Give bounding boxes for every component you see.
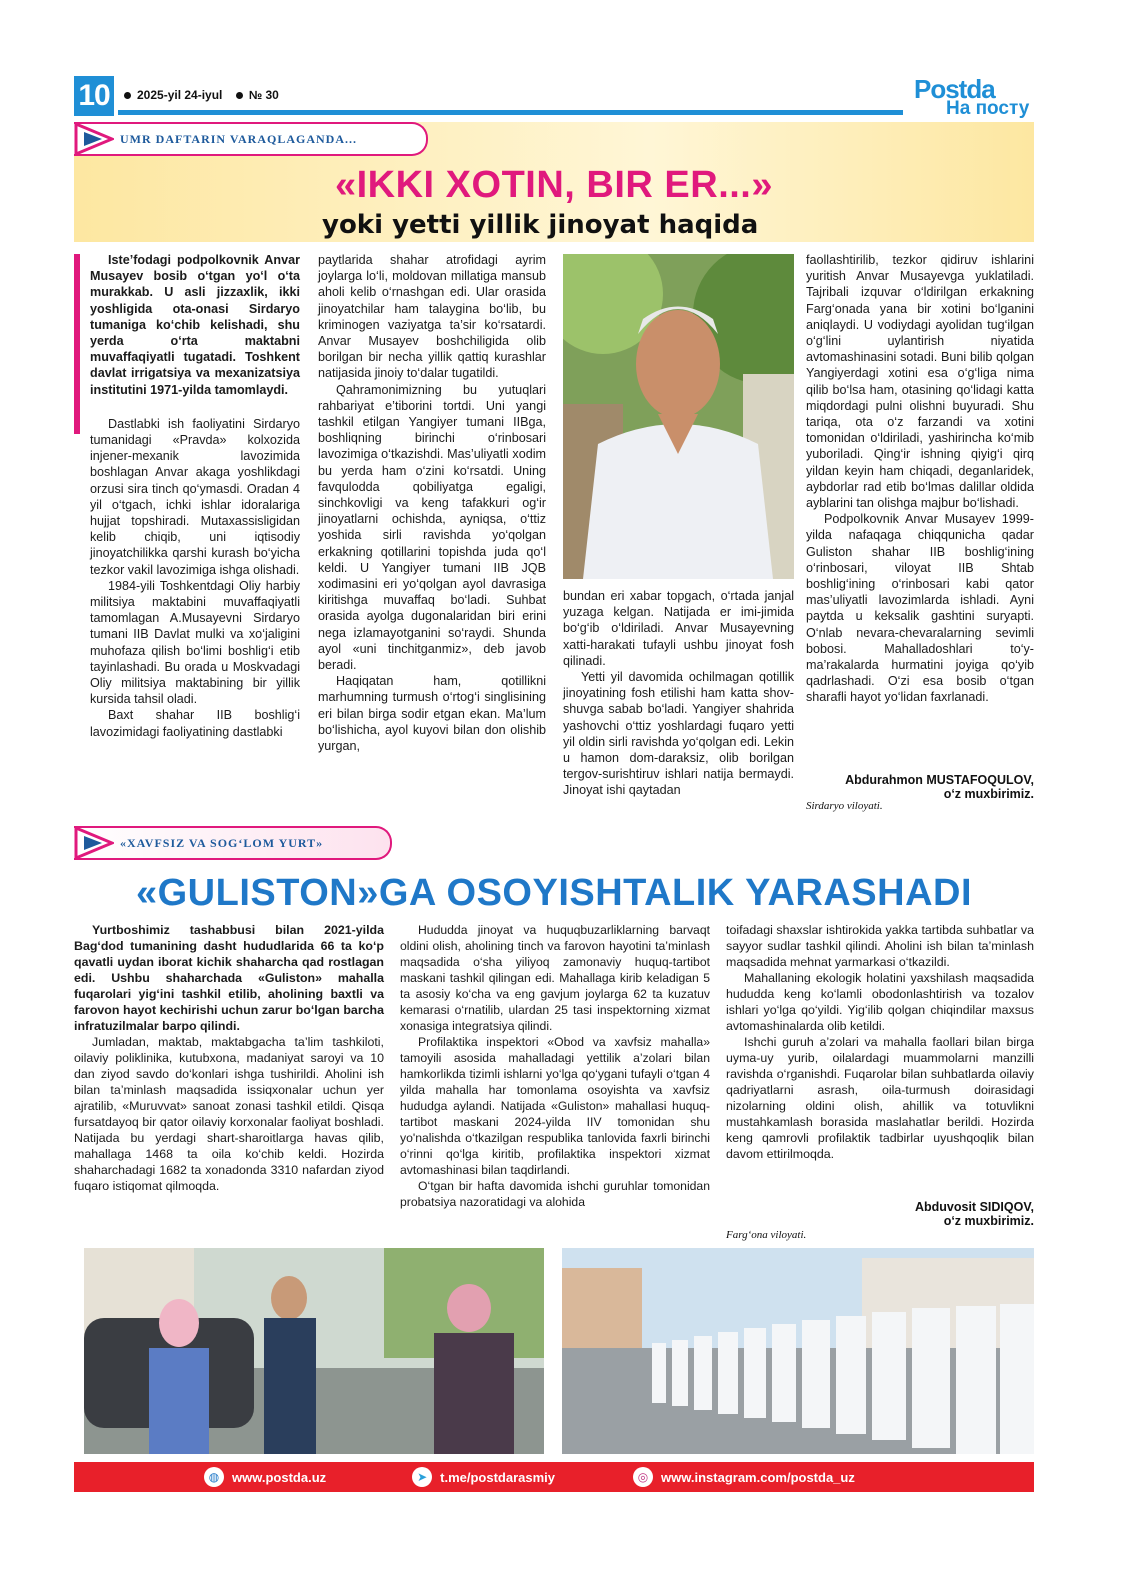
- paragraph: Hududda jinoyat va huquqbuzarliklarning barvaqt oldini olish, aholining tinch va farovon hayotini ta’minlash maqsadida o‘sha yiliyoq zamonaviy huquq-tartibot maskani tashkil qilingan edi. Mahallaga kirib keladigan 5 ta asosiy ko‘cha va eng gavjum joylarga 62 ta kuzatuv kemarasi o‘rnatilib, ulardan 25 tasi inspektorning xizmat xonasiga integratsiya qilindi.: [400, 923, 710, 1033]
- paragraph: Podpolkovnik Anvar Musayev 1999-yilda nafaqaga chiqqunicha qadar Guliston shahar IIB boshlig‘ining o‘rinbosari, viloyat IIB Shtab boshlig‘ining o‘rinbosari kabi qator mas’uliyatli lavozimlarda ishladi. Ayni paytda u keksalik gashtini suryapti. O‘nlab nevara-chevaralarning sevimli bobosi. Mahalladoshlari to‘y-ma’rakalarda hurmatini joyiga qo‘yib qadrlashadi. O‘zi esa bosib o‘tgan sharafli hayot yo‘lidan faxrlanadi.: [806, 512, 1034, 705]
- logo-postda: Postda: [914, 74, 995, 104]
- article-column-2: [400, 922, 710, 1210]
- residents-photo: [84, 1248, 544, 1454]
- footer-website-link[interactable]: [204, 1467, 326, 1487]
- rubric-triangle-icon: [74, 122, 114, 156]
- footer-telegram-link[interactable]: [412, 1467, 555, 1487]
- issue-date: 2025-yil 24-iyul: [137, 88, 223, 102]
- paragraph: Dastlabki ish faoliyatini Sirdaryo tumanidagi «Pravda» kolxozida injener-mexanik lavozimida boshlagan Anvar akaga yoshlikdagi orzusi sira tinch qo‘ymasdi. Oradan 4 yil o‘tgach, ichki ishlar idoralariga hujjat topshiradi. Mutaxassisligidan kelib chiqib, uni iqtisodiy jinoyatchilikka qarshi kurash bo‘yicha tezkor vakil lavozimiga ishga olishadi.: [90, 416, 300, 577]
- paragraph: paytlarida shahar atrofidagi ayrim joylarga lo‘li, moldovan millatiga mansub aholi kelib o‘rnashgan edi. Ular orasida jinoyatchilar ham talaygina bo‘lib, bu kriminogen vaziyatga ta’sir ko‘rsatardi. Anvar Musayev boshchiligida olib borilgan bir necha yillik qattiq kurashlar natijasida jinoiy to‘dalar tugatildi.: [318, 253, 546, 381]
- portrait-photo-illustration: [563, 254, 794, 579]
- bullet-icon: [236, 92, 243, 99]
- portrait-photo: [563, 254, 794, 579]
- logo-na-postu: На посту: [946, 98, 1030, 119]
- paragraph: O‘tgan bir hafta davomida ishchi guruhlar tomonidan probatsiya nazoratidagi va alohida: [400, 1179, 710, 1209]
- article-column-1: [90, 252, 300, 740]
- paragraph: Ishchi guruh a’zolari va mahalla faollari bilan birga uyma-uy yurib, oilalardagi muammolarni manzilli ravishda o‘rganishdi. Fuqarolar bilan suhbatlarda oilaviy qadriyatlarni asrash, oila-turmush doirasidagi nizolarning oldini olish, ahillik va totuvlikni mustahkamlash borasida maslahatlar berildi. Hozirda keng qamrovli profilaktik tadbirlar uyushqoqlik bilan davom ettirilmoqda.: [726, 1035, 1034, 1161]
- paragraph: bundan eri xabar topgach, o‘rtada janjal yuzaga kelgan. Natijada er imi-jimida bo‘g‘ib o‘ldiriladi. Anvar Musayevning xatti-harakati tufayli ushbu jinoyat fosh qilinadi.: [563, 589, 794, 668]
- globe-icon: ◍: [204, 1467, 224, 1487]
- website-text: www.postda.uz: [232, 1469, 327, 1485]
- lead-accent-bar: [74, 254, 80, 434]
- article-lead: Iste’fodagi podpolkovnik Anvar Musayev bosib o‘tgan yo‘l o‘ta murakkab. U asli jizzaxlik, ikki yoshligida ota-onasi Sirdaryo tumaniga ko‘chib kelishadi, shu yerda o‘rta maktabni muvaffaqiyatli tugatadi. Toshkent davlat irrigatsiya va mexanizatsiya institutini 1971-yilda tamomlaydi.: [90, 253, 300, 397]
- paragraph: faollashtirilib, tezkor qidiruv ishlarini yuritish Anvar Musayevga yuklatiladi. Tajribali izquvar o‘ldirilgan erkakning Farg‘onada yana bir xotini bo‘lganini aniqlaydi. U vodiydagi ayolidan tug‘ilgan o‘g‘lini uylantirish niyatida avtomashinasini sotadi. Buni bilib qolgan Yangiyerdagi xotini esa o‘g‘liga nima qilib bo‘lsa ham, otasining qo‘lidagi katta miqdordagi pulni olishni buyuradi. Shu tariqa, ota o‘z farzandi va xotini tomonidan o‘ldiriladi, yashirincha ko‘mib yuboriladi. Qing‘ir ishning qiyig‘i qirq yildan keyin ham chiqadi, deganlaridek, aybdorlar rad etib bo‘lmas dalillar oldida ayblarini tan olishga majbur bo‘lishadi.: [806, 253, 1034, 511]
- article-column-4: [806, 252, 1034, 706]
- rubric-label: [74, 122, 428, 156]
- paragraph: Yetti yil davomida ochilmagan qotillik jinoyatining fosh etilishi ham katta shov-shuvga sabab bo‘ladi. Yangiyer shahrida yashovchi o‘ttiz yoshlardagi fuqaro yetti yil oldin sirli ravishda yo‘qolgan edi. Lekin u hamon dom-daraksiz, olib borilgan tergov-surishtiruv ishlari natija bermaydi. Jinoyat ishi qaytadan: [563, 670, 794, 798]
- dateline: Farg‘ona viloyati.: [726, 1229, 807, 1241]
- paragraph: Qahramonimizning bu yutuqlari rahbariyat e’tiborini tortdi. Uni yangi tashkil etilgan Yangiyer tumani IIBga, boshliqning birinchi o‘rinbosari lavozimiga o‘tkazishdi. Mas’uliyatli xodim bu yerda ham o‘zini ko‘rsatdi. Uning favqulodda qobiliyatga egaligi, sinchkovligi va keng tafakkuri og‘ir jinoyatlarni ochishda, ayniqsa, o‘ttiz yoshida sirli ravishda yo‘qolgan erkakning qotillarini topishda juda qo‘l keldi. U Yangiyer tumani IIB JQB xodimasini eri yo‘qolgan ayol davrasiga kiritishga muvaffaq bo‘ladi. Suhbat orasida ayolga dugonalaridan biri erini nega izlamayotganini so‘raydi. Shunda ayol «uni tinchitganmiz», deb javob beradi.: [318, 382, 546, 673]
- article-subtitle: yoki yetti yillik jinoyat haqida: [322, 210, 759, 240]
- author-name: Abdurahmon MUSTAFOQULOV,: [845, 773, 1034, 787]
- footer-instagram-link[interactable]: [633, 1467, 855, 1487]
- article-lead: Yurtboshimiz tashabbusi bilan 2021-yilda Bag‘dod tumanining dasht hududlarida 66 ta ko‘p qavatli uydan iborat kichik shaharcha qad rostlagan edi. Ushbu shaharchada «Guliston» mahalla fuqarolari yig‘ini tashkil etilib, aholining baxtli va farovon hayot kechirishi uchun zarur bo‘lgan barcha infratuzilmalar barpo qilindi.: [74, 923, 384, 1033]
- telegram-icon: ➤: [412, 1467, 432, 1487]
- author-signature: [806, 773, 1034, 801]
- paragraph: Profilaktika inspektori «Obod va xavfsiz mahalla» tamoyili asosida mahalladagi yettilik a’zolari bilan hamkorlikda tizimli ishlarni yo‘lga qo‘ygani tufayli o‘tgan 4 yilda mahalla har tomonlama osoyishta va xavfsiz hududga aylandi. Natijada «Guliston» mahallasi huquq-tartibot maskani 2024-yilda IIV tomonidan shu yo'nalishda o‘tkazilgan respublika tanlovida faxrli birinchi o‘rinni qo‘lga kiritib, profilaktika inspektori xizmat avtomashinasi bilan taqdirlandi.: [400, 1035, 710, 1177]
- page-number: 10: [74, 76, 114, 116]
- residents-photo-illustration: [84, 1248, 544, 1454]
- issue-number: № 30: [248, 88, 279, 102]
- rubric-triangle-icon: [74, 826, 114, 860]
- paragraph: Jumladan, maktab, maktabgacha ta’lim tashkiloti, oilaviy poliklinika, kutubxona, madaniyat saroyi va 10 dan ziyod savdo do‘konlari ishga tushirildi. Aholini ish bilan ta’minlash maqsadida issiqxonalar uchun yer ajratilib, «Muruvvat» sanoat zonasi tashkil etildi. Qisqa fursatdayoq bir qator oilaviy korxonalar faoliyat boshladi. Natijada bu yerdagi shart-sharoitlarga havas qilib, mahallaga 1468 ta oila ko‘chib keldi. Hozirda shaharchadagi 1682 ta xonadonda 3310 nafardan ziyod fuqaro istiqomat qilmoqda.: [74, 1035, 384, 1193]
- footer-bar: [74, 1462, 1034, 1492]
- article-column-1: [74, 922, 384, 1194]
- instagram-text: www.instagram.com/postda_uz: [661, 1469, 855, 1485]
- article-column-2: [318, 252, 546, 754]
- author-role: o‘z muxbirimiz.: [943, 1214, 1034, 1228]
- officers-lineup-photo-illustration: [562, 1248, 1034, 1454]
- paragraph: Baxt shahar IIB boshlig‘i lavozimidagi faoliyatining dastlabki: [90, 708, 300, 739]
- bullet-icon: [124, 92, 131, 99]
- dateline: Sirdaryo viloyati.: [806, 800, 883, 812]
- author-signature: [726, 1200, 1034, 1228]
- issue-meta: [124, 88, 279, 102]
- instagram-icon: ◎: [633, 1467, 653, 1487]
- telegram-text: t.me/postdarasmiy: [440, 1469, 556, 1485]
- paragraph: 1984-yili Toshkentdagi Oliy harbiy militsiya maktabini muvaffaqiyatli tamomlagan A.Musayevni Sirdaryo tumani IIB Davlat mulki va xo‘jaligini muhofaza qilish bo‘limi boshlig‘i etib tayinlashadi. Bu orada u Moskvadagi Oliy militsiya maktabining bir yillik kursida tahsil oladi.: [90, 578, 300, 707]
- article-title: «IKKI XOTIN, BIR ER...»: [334, 164, 774, 206]
- article-column-3: [726, 922, 1034, 1162]
- article-column-3: [563, 588, 794, 799]
- rubric-text: UMR DAFTARIN VARAQLAGANDA...: [120, 131, 358, 146]
- rubric-text: «XAVFSIZ VA SOG‘LOM YURT»: [120, 835, 324, 850]
- paragraph: Haqiqatan ham, qotillikni marhumning turmush o‘rtog‘i singlisining eri bilan birga sodir etgan ekan. Ma’lum bo‘lishicha, ayol kuyovi bilan don olishib yurgan,: [318, 674, 546, 754]
- rubric-label: [74, 826, 392, 860]
- paragraph: toifadagi shaxslar ishtirokida yakka tartibda suhbatlar va sayyor sudlar tashkil qilindi. Aholini ish bilan ta’minlash maqsadida mehnat yarmarkasi o‘tkazildi.: [726, 923, 1034, 969]
- paragraph: Mahallaning ekologik holatini yaxshilash maqsadida hududda keng ko‘lamli obodonlashtirish va tozalov ishlari yo‘lga qo‘yildi. Yig‘ilib qolgan chiqindilar maxsus avtomashinalarda olib ketildi.: [726, 971, 1034, 1033]
- author-name: Abduvosit SIDIQOV,: [914, 1200, 1034, 1214]
- article-title: «GULISTON»GA OSOYISHTALIK YARASHADI: [135, 872, 973, 914]
- officers-lineup-photo: [562, 1248, 1034, 1454]
- author-role: o‘z muxbirimiz.: [943, 787, 1034, 801]
- header-rule: [118, 110, 903, 115]
